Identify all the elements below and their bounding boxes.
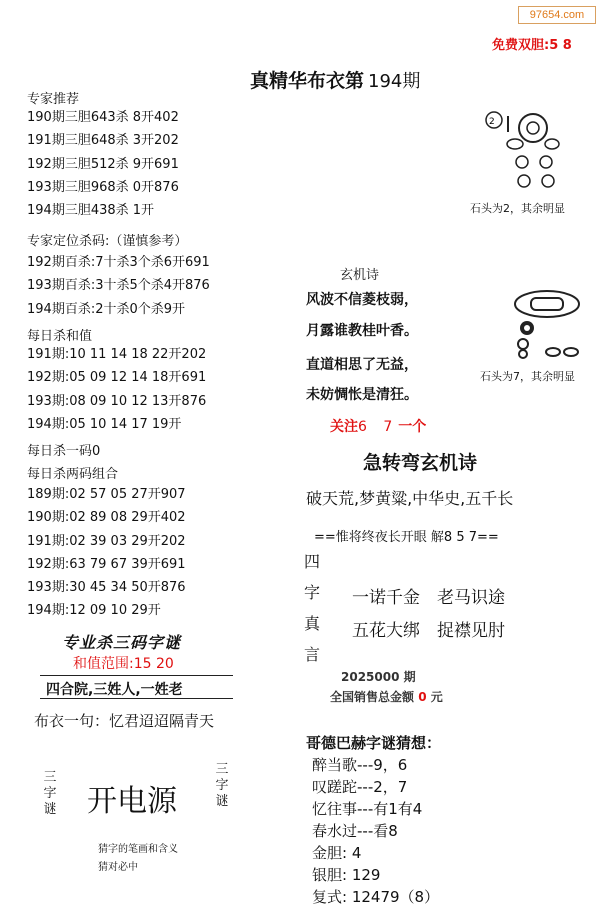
sales-unit: 元 bbox=[430, 690, 443, 704]
sum-range: 和值范围:15 20 bbox=[73, 656, 174, 672]
four-char-row: 五花大绑 捉襟见肘 bbox=[352, 621, 505, 641]
stone-figure-1 bbox=[480, 108, 580, 198]
daily-one: 每日杀一码0 bbox=[27, 444, 101, 459]
four-words: 四合院,三姓人,一姓老 bbox=[46, 682, 183, 698]
goedel-line: 忆往事---有1有4 bbox=[312, 800, 423, 818]
list-item: 193期百杀:3十杀5个杀4开876 bbox=[27, 278, 210, 294]
list-item: 191期三胆648杀 3开202 bbox=[27, 133, 179, 149]
free-pick: 免费双胆:5 8 bbox=[492, 38, 572, 53]
three-riddle-left: 三字谜 bbox=[43, 770, 57, 817]
list-item: 194期三胆438杀 1开 bbox=[27, 203, 155, 219]
riddle-hint-2: 猜对必中 bbox=[98, 862, 138, 873]
list-item: 192期百杀:7十杀3个杀6开691 bbox=[27, 255, 210, 270]
list-item: 190期三胆643杀 8开402 bbox=[27, 110, 179, 125]
turn-poem-title: 急转弯玄机诗 bbox=[363, 452, 478, 474]
site-badge[interactable]: 97654.com bbox=[518, 6, 596, 24]
list-item: 192期:63 79 67 39开691 bbox=[27, 556, 186, 572]
goedel-line: 叹蹉跎---2，7 bbox=[312, 778, 408, 796]
riddle-hint-1: 猜字的笔画和含义 bbox=[98, 844, 178, 855]
goedel-line: 复式: 12479（8） bbox=[312, 888, 440, 906]
goedel-line: 春水过---看8 bbox=[312, 822, 398, 840]
list-item: 191期:02 39 03 29开202 bbox=[27, 533, 186, 549]
list-item: 194期百杀:2十杀0个杀9开 bbox=[27, 301, 186, 317]
pro-kill-title: 专业杀三码字谜 bbox=[62, 633, 182, 652]
four-char-vertical: 四字真言 bbox=[304, 552, 321, 664]
list-item: 194期:12 09 10 29开 bbox=[27, 603, 161, 619]
page-title bbox=[250, 66, 420, 93]
daily-sum-list bbox=[27, 343, 206, 436]
daily-sum-heading: 每日杀和值 bbox=[27, 329, 93, 344]
sales-total bbox=[330, 688, 443, 705]
goedel-line: 银胆: 129 bbox=[312, 866, 381, 884]
list-item: 191期:10 11 14 18 22开202 bbox=[27, 347, 207, 362]
focus-suffix: 一个 bbox=[398, 419, 427, 435]
goedel-line: 醉当歌---9，6 bbox=[312, 756, 408, 774]
stone-caption-1: 石头为2，其余明显 bbox=[470, 202, 565, 215]
sales-label: 全国销售总金额 bbox=[330, 690, 415, 704]
expert-rec-list bbox=[27, 106, 179, 222]
poem-line: 月露谁教桂叶香。 bbox=[306, 323, 418, 339]
goedel-line: 金胆: 4 bbox=[312, 844, 362, 862]
poem-line: 风波不信菱枝弱， bbox=[306, 292, 418, 308]
divider bbox=[40, 698, 233, 699]
turn-poem-line: 破天荒,梦黄粱,中华史,五千长 bbox=[306, 489, 514, 508]
poem-line: 直道相思了无益， bbox=[306, 357, 418, 373]
stone-figure-2 bbox=[505, 288, 595, 363]
list-item: 192期三胆512杀 9开691 bbox=[27, 156, 179, 172]
list-item: 193期:08 09 10 12 13开876 bbox=[27, 393, 207, 409]
goedel-title: 哥德巴赫字谜猜想： bbox=[306, 734, 442, 752]
svg-text:2: 2 bbox=[489, 117, 495, 127]
turn-poem-hint: ==惟将终夜长开眼 解8 5 7== bbox=[314, 530, 499, 545]
daily-two-list bbox=[27, 483, 186, 623]
list-item: 189期:02 57 05 27开907 bbox=[27, 487, 186, 502]
list-item: 194期:05 10 14 17 19开 bbox=[27, 416, 182, 432]
daily-two-heading: 每日杀两码组合 bbox=[27, 467, 119, 482]
focus-line bbox=[330, 416, 426, 436]
three-riddle-right: 三字谜 bbox=[215, 762, 229, 809]
expert-pos-heading: 专家定位杀码:（谨慎参考） bbox=[27, 234, 188, 249]
sales-amount: 0 bbox=[418, 690, 427, 704]
divider bbox=[40, 675, 233, 676]
focus-nums: 6 7 bbox=[358, 419, 399, 435]
list-item: 193期:30 45 34 50开876 bbox=[27, 580, 186, 596]
list-item: 190期:02 89 08 29开402 bbox=[27, 510, 186, 526]
focus-label: 关注 bbox=[330, 419, 358, 435]
list-item: 192期:05 09 12 14 18开691 bbox=[27, 370, 207, 386]
list-item: 193期三胆968杀 0开876 bbox=[27, 179, 179, 195]
title-text: 真精华布衣第 bbox=[250, 70, 365, 92]
sales-issue: 2025000 期 bbox=[341, 670, 416, 684]
expert-pos-list bbox=[27, 251, 210, 321]
poem-line: 未妨惆怅是清狂。 bbox=[306, 387, 418, 403]
riddle-answer: 开电源 bbox=[87, 784, 177, 819]
poem-title: 玄机诗 bbox=[340, 268, 380, 283]
stone-caption-2: 石头为7，其余明显 bbox=[480, 370, 575, 383]
buyi-line: 布衣一句：忆君迢迢隔青天 bbox=[34, 712, 215, 730]
four-char-row: 一诺千金 老马识途 bbox=[352, 588, 505, 608]
title-issue: 194期 bbox=[368, 71, 421, 92]
expert-rec-heading: 专家推荐 bbox=[27, 92, 80, 107]
